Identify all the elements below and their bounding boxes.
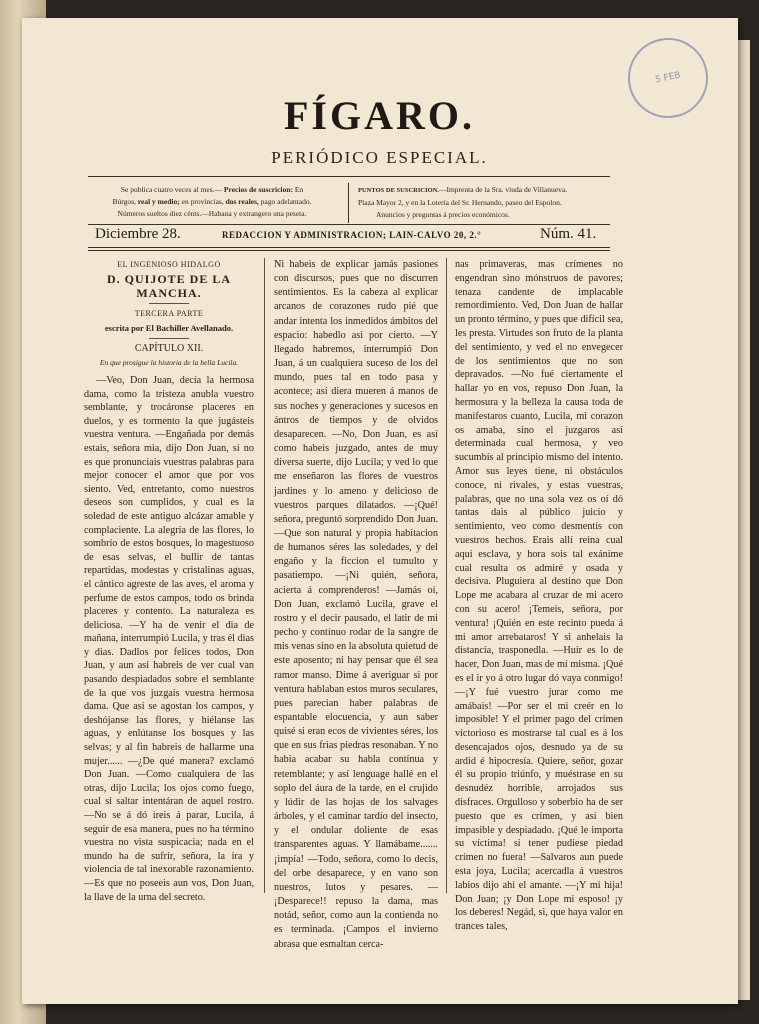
article-part: TERCERA PARTE (134, 309, 204, 318)
notice-left-text: En (294, 185, 304, 194)
ornament-rule (149, 303, 189, 304)
dateline-bottom-rule (88, 247, 610, 248)
issue-date: Diciembre 28. (95, 226, 181, 242)
notice-right-text: Anuncios y preguntas á precios económicos. (376, 210, 510, 219)
chapter-summary: En que prosigue la historia de la bella Lucila. (99, 358, 239, 367)
notice-left-bold: Precios de suscricion: (223, 185, 293, 194)
masthead-subtitle: PERIÓDICO ESPECIAL. (271, 148, 488, 167)
notice-left-text: pago adelantado. (260, 197, 312, 206)
column-1 (84, 258, 254, 904)
office-address: REDACCION Y ADMINISTRACION; LAIN-CALVO 20, 2.° (222, 230, 482, 240)
dateline-top-rule (88, 224, 610, 225)
column-3-text: nas primaveras, mas crímenes no engendran sino mónstruos de pavores; tenaza candente de implacable remordimiento. Ved, Don Juan de hallar un pronto término, y pues que difícil sea, les presta. Virtudes son fruto de la planta del sentimiento, y ved el no envegecer de los sentimientos que no son depravados. —No fué ciertamente el hallar yo en vos, repuso Don Juan, la hermosura y la belleza la causa toda de manifestaros cuanto, Lucila, mi corazon os amaba, sino el juzgaros así determinada cual hermosa, y veo sucumbís al principio mismo del intento. Amor sus leyes tiene, ni obstáculos conoce, ni rivales, y estas vuestras, palabras, que no una sola vez os oí dó tantas dais al público juicio y sentimiento, veo como desmentís con vuestros hechos. Erais allí reina cual aquí esclava, y hora sois tal exánime cual resulta os admiré y osada y decisiva. Pluguiera al destino que Don Lope me acabara al cruzar de mi acero con su acero! ¡Temeis, señora, por ventura! ¡Quién en este recinto pueda á mi amor arrebataros! Y si anhelais la distancia, trasponedla. —Huir es lo de hacer, Don Juan, mas de mí misma. ¡Qué es el ir yo á otro lugar dó vaya conmigo! —¡Y fué vuestro jurar como me amábais! —Por ser el mi creér en lo imposible! Y el primer pago del crímen victorioso es mostrarse tal cual es á los desencajados ojos, desnudo ya de su ardid é hipocresía. Quiere, señor, gozar él su propio triúnfo, y muéstrase en su desnudéz horrible, arrojados sus disfraces. Orgulloso y soberbio ha de ser puesto que es crímen, y así bien impasible y despiadado. ¡Qué le importa su víctima! si tener pudiese piedad crímen no fuera! —Salvaros aun puede esta joya, Lucila; acercadla á vuestros labios dijo ahí el amante. —¡Y mi hija! Don Juan; ¡y Don Lope mi esposo! ¡y los deberes! Negád, si, que haya valor en trances tales, (455, 259, 623, 933)
dateline-bottom-rule-2 (88, 250, 610, 251)
notice-right-text: Plaza Mayor 2, y en la Lotería del Sr. Hernando, paseo del Espolon. (358, 198, 562, 207)
notice-left-text: Números sueltos diez cénts.—Habana y extrangero una peseta. (117, 209, 307, 218)
article-headline: D. QUIJOTE DE LA MANCHA. (106, 272, 232, 300)
ornament-rule (149, 338, 189, 339)
article-byline: escrita por El Bachiller Avellanado. (104, 323, 234, 333)
column-divider-2 (446, 258, 447, 893)
notice-divider (348, 183, 349, 223)
issue-number: Núm. 41. (540, 226, 597, 242)
stamp-text: 5 FEB (654, 70, 682, 86)
masthead-title: FÍGARO. (284, 93, 475, 138)
chapter-title: CAPÍTULO XII. (134, 343, 204, 354)
notice-left-bold: real y medio; (137, 197, 180, 206)
column-3 (455, 258, 623, 934)
column-2 (274, 258, 438, 952)
notice-right-text: —Imprenta de la Sra. viuda de Villanueva. (438, 185, 568, 194)
notice-right-bold: PUNTOS DE SUSCRICION. (358, 187, 439, 194)
notice-left-text: Búrgos, (112, 197, 136, 206)
column-2-text: Ni habeis de explicar jamás pasiones con discursos, pues que no discurren sentimientos. Es la cabeza al explicar arcanos de corazones rudo pié que andar intenta los inmedidos ámbitos del espacio: habedlo así por cierto. —Y llegado habremos, interrumpió Don Juan, á un cualquiera suceso de los del mundo, pues tal en todo pasa y acontece; así diera mueren á manos de sus noches y generaciones y sucesos en ántros de tiempos y de olvidos desaparecen. —No, Don Juan, es así como habeis juzgado, antes de muy diversa suerte, dijo Lucila; y ved lo que me enseñaron las flores de vuestros jardines y lo ameno y delicioso de vuestros parques dilatados. —¡Qué! señora, preguntó sorprendido Don Juan. —Que son natural y propia habitacion de humanos séres las soledades, y del engaño y la ficcion el tumulto y pasatiempo. —¡Ni quién, señora, acierta á comprenderos! —Jamás oí, Don Juan, exclamó Lucila, grave el rostro y el decir pausado, el latir de mi pecho y contínuo rodar de la sangre de mis venas sino en la absoluta quietud de este aposento; ni hay pensar que él sea ramor manso. Dime á averiguar si por ventura hablaban estos muros seculares, pues parecian haber palabras de espantable elocuencia, y aun saber quisé si eran ecos de vivientes séres, los que en sus frias piedras resonaban. Y no habia acabar su habla contínua y retemblante; y así lenguage hallé en el soplo del áura de la tarde, en el crujido y lúdir de las hojas de los salvages árboles, y el caminar tardío del insecto, y el ondular doliente de esas transparentes aguas. Y llamábame....... ¡impía! —Todo, señora, como lo decis, del orbe desaparece, y en vano son nuestros, lutos y pesares. —¡Desparece!! repuso la dama, mas notád, señor, como aun la contienda no es terminada. ¡Campos el invierno abrasa que esmaltan cerca- (274, 259, 438, 950)
notice-left-bold: dos reales, (225, 197, 259, 206)
column-divider-1 (264, 258, 265, 893)
article-kicker: EL INGENIOSO HIDALGO (117, 260, 221, 269)
notice-left (84, 184, 340, 220)
column-1-text: —Veo, Don Juan, decía la hermosa dama, como la tristeza anubla vuestro semblante, y trocáronse placeres en duelos, y es tormento la que jugásteis vuestra ventura. —Engañada por demás estais, señora mia, dijo Don Juan, si no es que pronunciais vuestras palabras para mejor conocer el amor que por vos siento. Ved, entretanto, como nuestros deseos son cumplidos, y cual es la soledad de este antiguo alcázar amable y complaciente. La alegría de las flores, lo sombrío de estos bosques, lo magestuoso de esas selvas, el bullir de tantas repartidas, modestas y cristalinas aguas, el cántico agreste de las aves, el aroma y perfume de estos campos, todo os brinda placeres y contento. La naturaleza es deliciosa. —Y ha de venir el dia de mañana, interrumpió Lucila, y tras él dias y dias. Dadlos por felices todos, Don Juan, y aun así habreis de ver cual van pasando despiadados sobre el semblante de la que vos juzgais vuestra hermosa dama. Que así se agostan los campos, y deshójanse las flores, y hiélanse las aguas, y enlútanse los bosques y las selvas; y al fin habreis de hallarme una mujer...... —¿De qué manera? exclamó Don Juan. —Como cualquiera de las otras, dijo Lucila; los ojos como fuego, cual si saltar intentáran de aquel rostro. —No se á dó ireis á parar, Lucila, á seguir de esa manera, pues no ha término vuestra no vista suspicacia; nada en el mundo ha de sufrir, señora, la ira y violencia de tal inexorable razonamiento. —Es que no poseeis aun vos, Don Juan, la llave de la urna del secreto. (84, 375, 254, 903)
notice-right (358, 184, 618, 221)
notice-left-text: en provincias, (181, 197, 224, 206)
top-rule (88, 176, 610, 177)
notice-left-text: Se publica cuatro veces al mes.— (120, 185, 223, 194)
